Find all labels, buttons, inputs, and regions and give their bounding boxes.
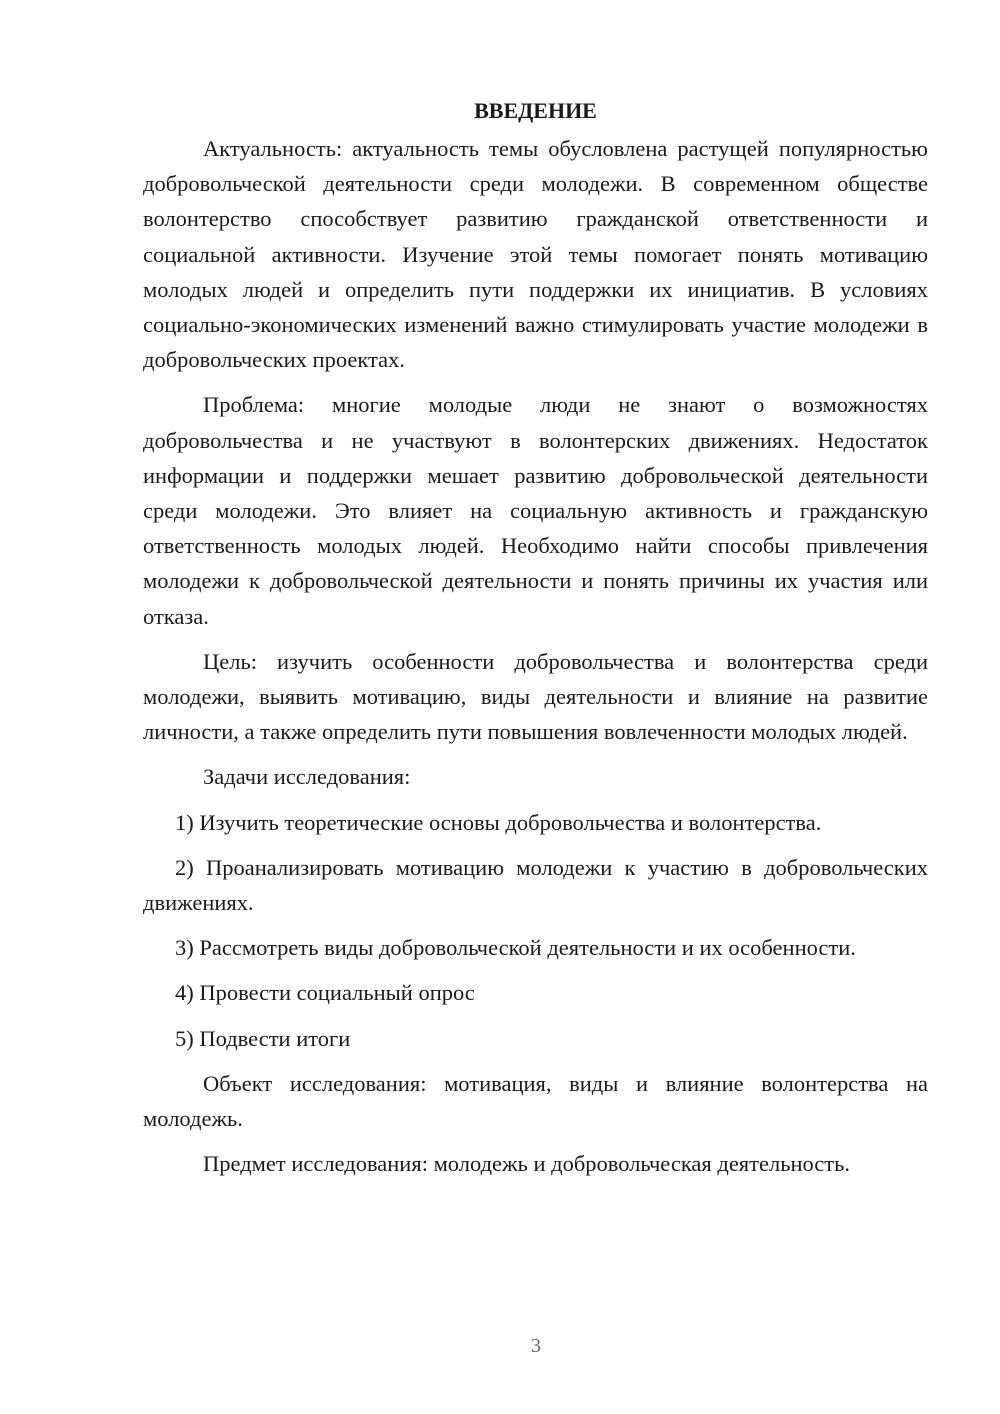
task-item-4: 4) Провести социальный опрос	[175, 980, 475, 1006]
object-paragraph: Объект исследования: мотивация, виды и влияние волонтерства на молодежь.	[143, 1070, 928, 1132]
subject-paragraph: Предмет исследования: молодежь и добровольческая деятельность.	[203, 1151, 851, 1177]
page-content	[143, 96, 928, 1191]
relevance-paragraph: Актуальность: актуальность темы обусловлена растущей популярностью добровольческой деятельности среди молодежи. В современном обществе волонтерство способствует развитию гражданской ответственности и социальной активности. Изучение этой темы помогает понять мотивацию молодых людей и определить пути поддержки их инициатив. В условиях социально-экономических изменений важно стимулировать участие молодежи в добровольческих проектах.	[143, 136, 928, 373]
task-item-2: 2) Проанализировать мотивацию молодежи к участию в добровольческих движениях.	[143, 854, 928, 916]
goal-paragraph: Цель: изучить особенности добровольчества и волонтерства среди молодежи, выявить мотивацию, виды деятельности и влияние на развитие личности, а также определить пути повышения вовлеченности молодых людей.	[143, 648, 928, 745]
page-number: 3	[531, 1335, 541, 1357]
section-heading: ВВЕДЕНИЕ	[474, 98, 597, 123]
problem-paragraph: Проблема: многие молодые люди не знают о возможностях добровольчества и не участвуют в волонтерских движениях. Недостаток информации и поддержки мешает развитию добровольческой деятельности среди молодежи. Это влияет на социальную активность и гражданскую ответственность молодых людей. Необходимо найти способы привлечения молодежи к добровольческой деятельности и понять причины их участия или отказа.	[143, 392, 928, 629]
tasks-title: Задачи исследования:	[203, 764, 411, 790]
task-item-5: 5) Подвести итоги	[175, 1025, 351, 1051]
task-item-3: 3) Рассмотреть виды добровольческой деятельности и их особенности.	[175, 935, 856, 961]
task-item-1: 1) Изучить теоретические основы добровольчества и волонтерства.	[175, 809, 822, 835]
